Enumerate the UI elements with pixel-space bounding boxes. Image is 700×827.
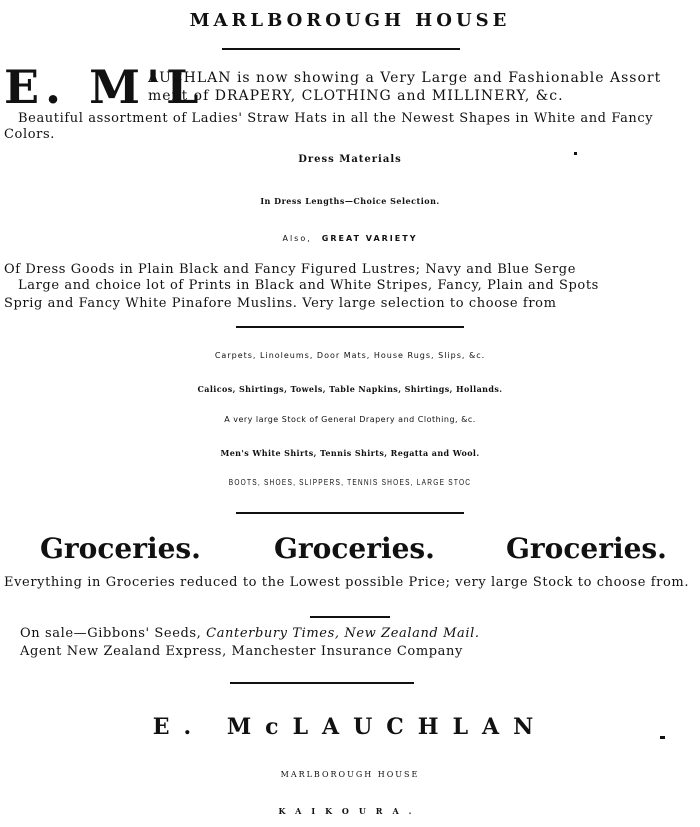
divider-rule: [230, 682, 414, 684]
dress-lengths-subheading: In Dress Lengths—Choice Selection.: [260, 196, 440, 206]
intro-line-2: ment of DRAPERY, CLOTHING and MILLINERY, &c.: [148, 88, 564, 104]
also-label: Also,: [282, 234, 312, 243]
divider-rule: [310, 616, 390, 618]
groceries-heading-1: Groceries.: [40, 532, 201, 565]
dress-materials-heading: Dress Materials: [298, 154, 402, 165]
town-name: KAIKOURA.: [278, 806, 422, 816]
great-variety-line: [0, 226, 700, 252]
groceries-heading-3: Groceries.: [506, 532, 667, 565]
groceries-heading-2: Groceries.: [274, 532, 435, 565]
hats-paragraph: Beautiful assortment of Ladies' Straw Hats in all the Newest Shapes in White and Fancy Colors.: [4, 111, 654, 142]
nz-mail: New Zealand Mail.: [344, 626, 480, 641]
divider-rule: [236, 326, 464, 328]
on-sale-prefix: On sale—Gibbons' Seeds,: [20, 626, 207, 641]
general-stock-line: A very large Stock of General Drapery and Clothing, &c.: [224, 415, 476, 424]
ad-title: MARLBOROUGH HOUSE: [189, 10, 511, 31]
calicos-line: Calicos, Shirtings, Towels, Table Napkins, Shirtings, Hollands.: [197, 384, 503, 394]
dress-goods-line-3: Sprig and Fancy White Pinafore Muslins. Very large selection to choose from: [4, 296, 557, 311]
dress-goods-line-1: Of Dress Goods in Plain Black and Fancy Figured Lustres; Navy and Blue Serge: [4, 262, 576, 277]
agent-line: Agent New Zealand Express, Manchester Insurance Company: [20, 644, 463, 659]
carpets-line: Carpets, Linoleums, Door Mats, House Rugs, Slips, &c.: [214, 351, 486, 360]
divider-rule: [222, 48, 460, 50]
print-speck: [574, 152, 577, 155]
groceries-paragraph: Everything in Groceries reduced to the Lowest possible Price; very large Stock to choose from.: [4, 575, 690, 590]
canterbury-times: Canterbury Times,: [206, 626, 340, 641]
dress-goods-line-2: Large and choice lot of Prints in Black and White Stripes, Fancy, Plain and Spots: [18, 278, 599, 293]
print-speck: [660, 736, 665, 739]
proprietor-name: E. McLAUCHLAN: [152, 714, 548, 740]
intro-line-1: AUCHLAN is now showing a Very Large and Fashionable Assort: [148, 70, 662, 86]
divider-rule: [236, 512, 464, 514]
on-sale-line: [20, 626, 480, 642]
house-name: MARLBOROUGH HOUSE: [280, 770, 420, 779]
intro-initials: E. M'L: [4, 60, 205, 114]
mens-shirts-line: Men's White Shirts, Tennis Shirts, Regatta and Wool.: [220, 448, 480, 458]
boots-line: BOOTS, SHOES, SLIPPERS, TENNIS SHOES, LARGE STOC: [228, 478, 472, 487]
great-variety-label: GREAT VARIETY: [321, 234, 418, 243]
